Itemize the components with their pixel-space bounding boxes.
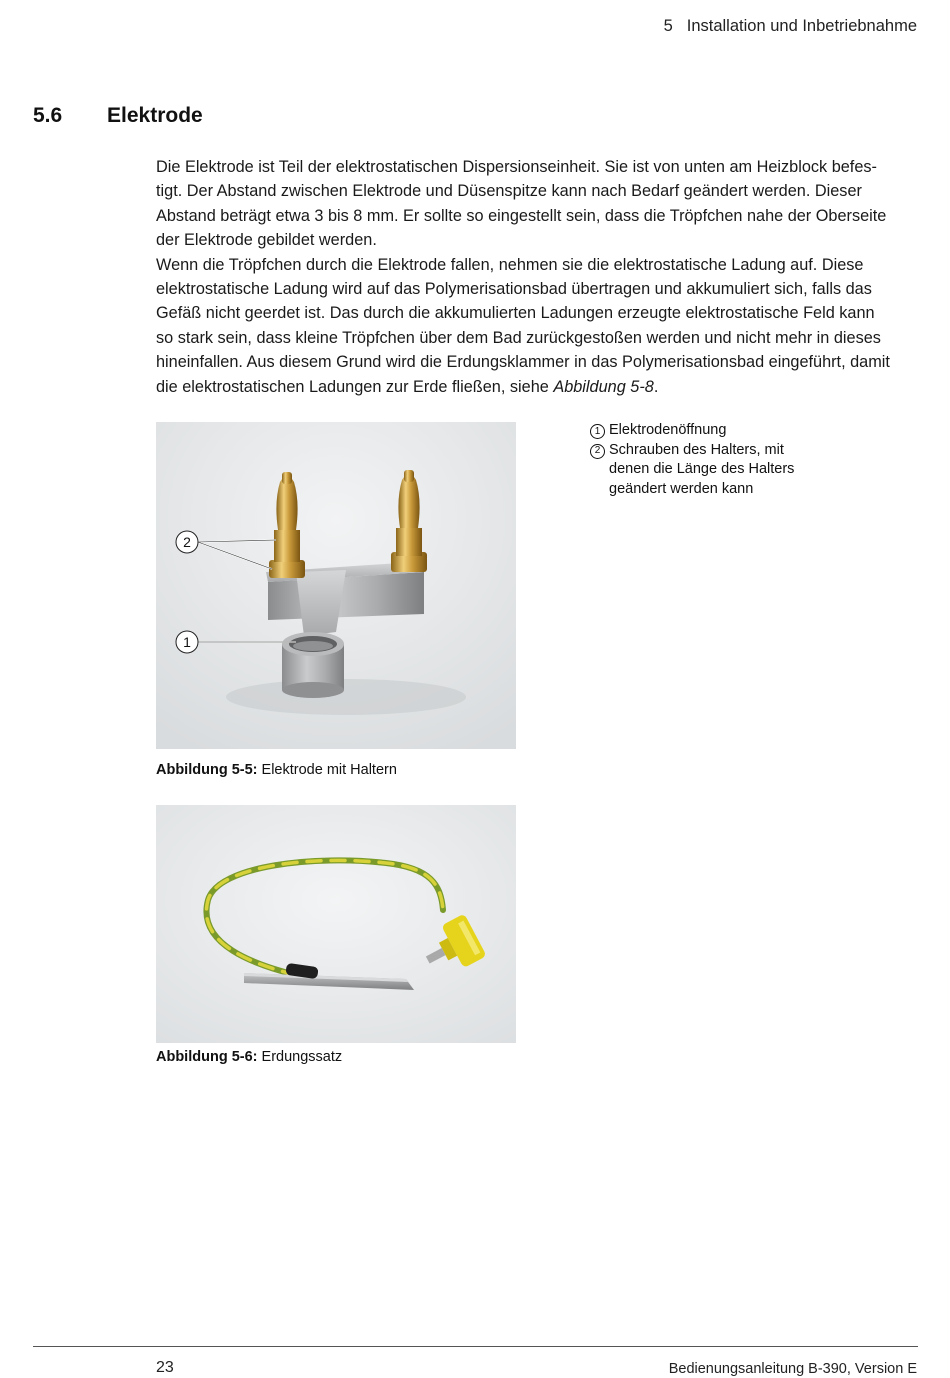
chapter-number: 5 (663, 17, 673, 35)
chapter-title: Installation und Inbetriebnahme (686, 17, 917, 35)
callout-2: 2 (183, 534, 191, 550)
legend-item-2 (590, 441, 809, 500)
figure-caption-5-5 (156, 762, 397, 778)
section-title: Elektrode (107, 104, 203, 127)
paragraph-2-text: Wenn die Tröpfchen durch die Elektrode fallen, nehmen sie die elektrostatische Ladung auf. Diese elektrostatische Ladung wird auf das Polymerisationsbad übertragen und akkumuliert sich, falls das Gefäß nicht geerdet ist. Das durch die akkumulierten Ladungen erzeugte elektrostatische Feld kann so stark sein, dass kleine Tröpfchen über dem Bad zurückgestoßen werden und nicht mehr in dieses hineinfallen. Aus diesem Grund wird die Erdungsklammer in das Polymerisationsbad eingeführt, damit die elektrostatischen Ladungen zur Erde fließen, siehe (156, 255, 890, 396)
paragraph-2-end: . (653, 377, 659, 396)
paragraph-2 (156, 253, 896, 399)
body-text (156, 155, 896, 399)
figure-grounding-kit-photo (156, 805, 516, 1043)
legend-item-1 (590, 421, 809, 441)
legend-number: 2 (590, 444, 605, 459)
legend-text: Schrauben des Halters, mit denen die Länge des Halters geändert werden kann (609, 441, 795, 497)
caption-label: Abbildung 5-5: (156, 762, 258, 778)
caption-text: Erdungssatz (257, 1049, 343, 1065)
grounding-kit-illustration (156, 805, 516, 1043)
legend-text: Elektrodenöffnung (609, 422, 727, 438)
footer-divider (33, 1346, 918, 1347)
running-header (664, 17, 917, 36)
document-title: Bedienungsanleitung B-390, Version E (668, 1361, 917, 1377)
caption-text: Elektrode mit Haltern (257, 762, 397, 778)
figure-reference: Abbildung 5-8 (553, 377, 654, 396)
caption-label: Abbildung 5-6: (156, 1049, 258, 1065)
figure-legend (590, 421, 809, 499)
callout-1: 1 (183, 634, 191, 650)
section-heading (33, 104, 203, 128)
section-number: 5.6 (33, 104, 63, 127)
page-number: 23 (156, 1359, 174, 1376)
legend-number: 1 (590, 424, 605, 439)
figure-caption-5-6 (156, 1049, 342, 1065)
figure-electrode-photo (156, 422, 516, 749)
electrode-illustration (156, 422, 516, 749)
paragraph-1: Die Elektrode ist Teil der elektrostatischen Dispersionseinheit. Sie ist von unten am Heizblock befes- tigt. Der Abstand zwischen Elektrode und Düsenspitze kann nach Bedarf geändert werden. Dieser Abstand beträgt etwa 3 bis 8 mm. Er sollte so eingestellt sein, dass die Tröpfchen nahe der Oberseite der Elektrode gebildet werden. (156, 158, 887, 250)
